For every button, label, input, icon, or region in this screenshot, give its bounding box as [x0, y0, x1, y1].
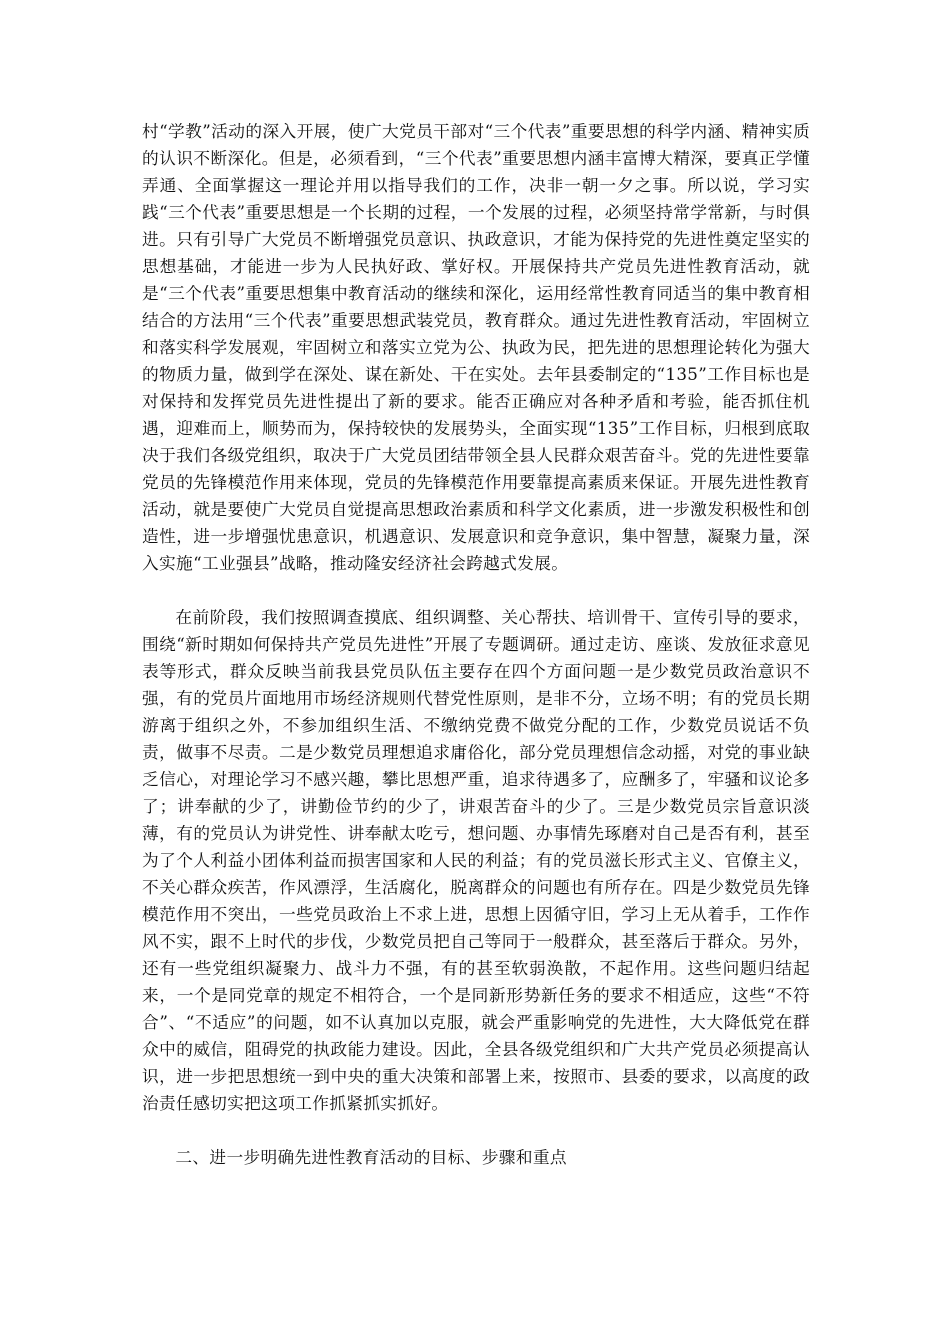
section-heading-two: 二、进一步明确先进性教育活动的目标、步骤和重点 — [175, 1147, 567, 1167]
paragraph-continued: 村“学教”活动的深入开展，使广大党员干部对“三个代表”重要思想的科学内涵、精神实质的认识不断深化。但是，必须看到，“三个代表”重要思想内涵丰富博大精深，要真正学懂弄通、全面掌握这一理论并用以指导我们的工作，决非一朝一夕之事。所以说，学习实践“三个代表”重要思想是一个长期的过程，一个发展的过程，必须坚持常学常新，与时俱进。只有引导广大党员不断增强党员意识、执政意识，才能为保持党的先进性奠定坚实的思想基础，才能进一步为人民执好政、掌好权。开展保持共产党员先进性教育活动，就是“三个代表”重要思想集中教育活动的继续和深化，运用经常性教育同适当的集中教育相结合的方法用“三个代表”重要思想武装党员，教育群众。通过先进性教育活动，牢固树立和落实科学发展观，牢固树立和落实立党为公、执政为民，把先进的思想理论转化为强大的物质力量，做到学在深处、谋在新处、干在实处。去年县委制定的“135”工作目标也是对保持和发挥党员先进性提出了新的要求。能否正确应对各种矛盾和考验，能否抓住机遇，迎难而上，顺势而为，保持较快的发展势头，全面实现“135”工作目标，归根到底取决于我们各级党组织，取决于广大党员团结带领全县人民群众艰苦奋斗。党的先进性要靠党员的先锋模范作用来体现，党员的先锋模范作用要靠提高素质来保证。开展先进性教育活动，就是要使广大党员自觉提高思想政治素质和科学文化素质，进一步激发积极性和创造性，进一步增强忧患意识，机遇意识、发展意识和竞争意识，集中智慧，凝聚力量，深入实施“工业强县”战略，推动隆安经济社会跨越式发展。 — [142, 121, 810, 573]
paragraph-survey-findings: 在前阶段，我们按照调查摸底、组织调整、关心帮扶、培训骨干、宣传引导的要求，围绕“新时期如何保持共产党员先进性”开展了专题调研。通过走访、座谈、发放征求意见表等形式，群众反映当前我县党员队伍主要存在四个方面问题一是少数党员政治意识不强，有的党员片面地用市场经济规则代替党性原则，是非不分，立场不明；有的党员长期游离于组织之外，不参加组织生活、不缴纳党费不做党分配的工作，少数党员说话不负责，做事不尽责。二是少数党员理想追求庸俗化，部分党员理想信念动摇，对党的事业缺乏信心，对理论学习不感兴趣，攀比思想严重，追求待遇多了，应酬多了，牢骚和议论多了；讲奉献的少了，讲勤俭节约的少了，讲艰苦奋斗的少了。三是少数党员宗旨意识淡薄，有的党员认为讲党性、讲奉献太吃亏，想问题、办事情先琢磨对自己是否有利，甚至为了个人利益小团体利益而损害国家和人民的利益；有的党员滋长形式主义、官僚主义，不关心群众疾苦，作风漂浮，生活腐化，脱离群众的问题也有所存在。四是少数党员先锋模范作用不突出，一些党员政治上不求上进，思想上因循守旧，学习上无从着手，工作作风不实，跟不上时代的步伐，少数党员把自己等同于一般群众，甚至落后于群众。另外，还有一些党组织凝聚力、战斗力不强，有的甚至软弱涣散，不起作用。这些问题归结起来，一个是同党章的规定不相符合，一个是同新形势新任务的要求不相适应，这些“不符合”、“不适应”的问题，如不认真加以克服，就会严重影响党的先进性，大大降低党在群众中的威信，阻碍党的执政能力建设。因此，全县各级党组织和广大共产党员必须提高认识，进一步把思想统一到中央的重大决策和部署上来，按照市、县委的要求，以高度的政治责任感切实把这项工作抓紧抓实抓好。 — [142, 607, 810, 1113]
paragraph-spacer — [142, 1117, 810, 1144]
paragraph-spacer — [142, 577, 810, 604]
document-page — [142, 118, 810, 1171]
